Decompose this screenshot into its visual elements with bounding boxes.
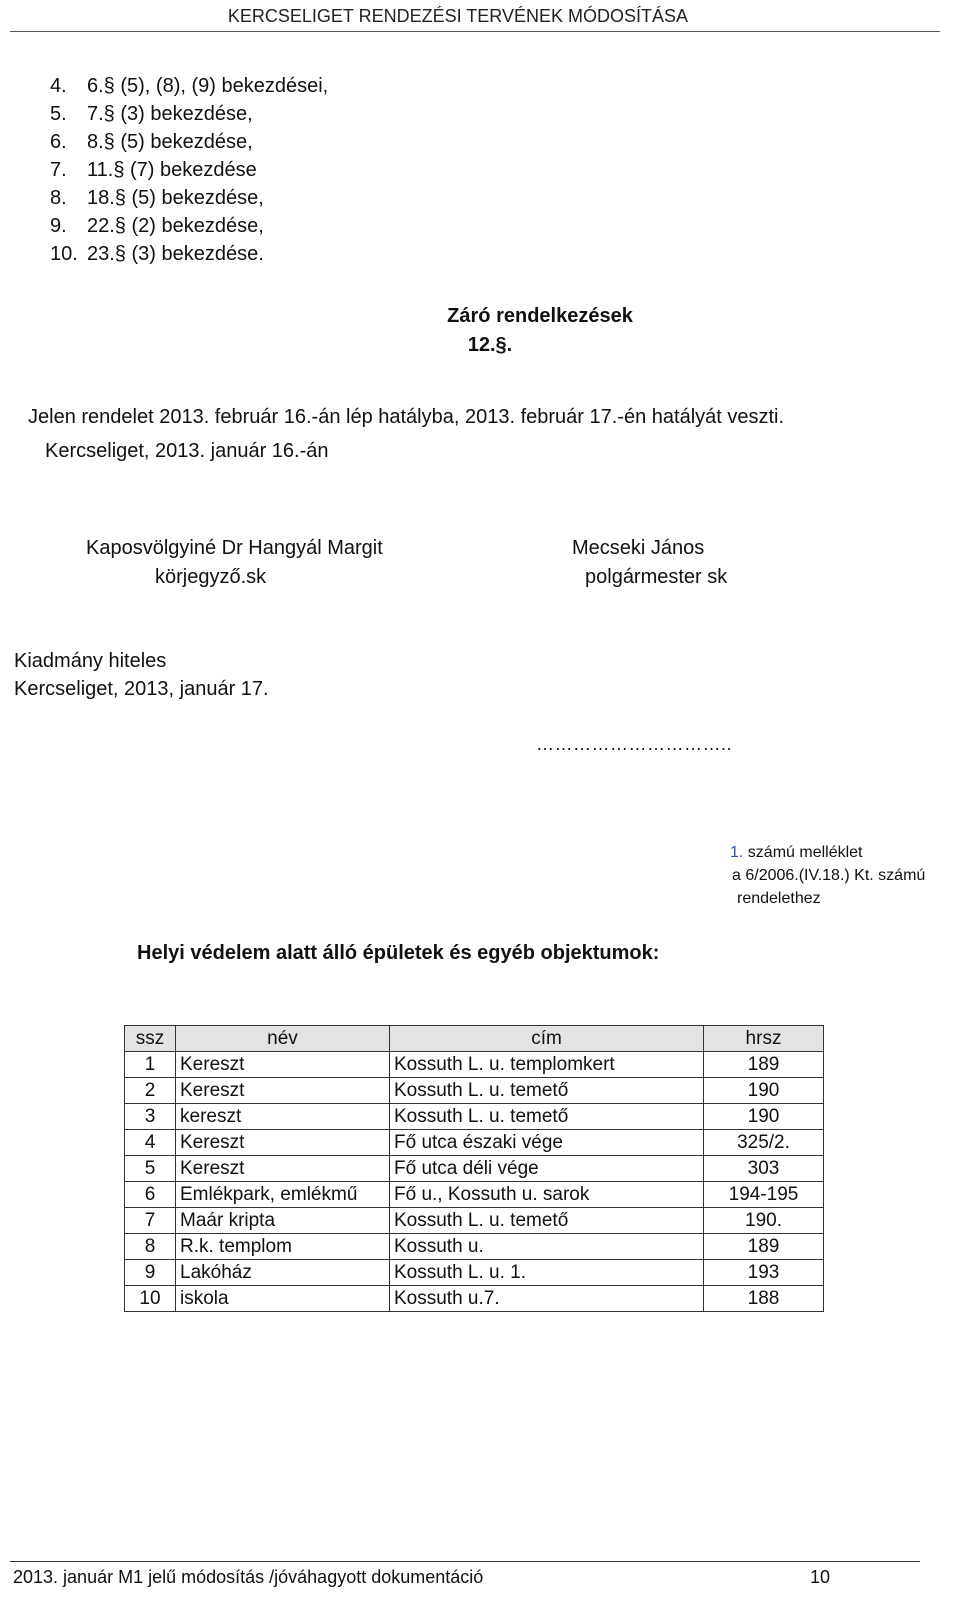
list-item-number: 6. [50, 131, 67, 153]
cell-hrsz: 189 [704, 1234, 824, 1260]
list-item-text: 6.§ (5), (8), (9) bekezdései, [87, 75, 329, 97]
signatory-notary-name: Kaposvölgyiné Dr Hangyál Margit [86, 537, 383, 559]
authentication-date: Kercseliget, 2013, január 17. [14, 678, 269, 700]
cell-ssz: 1 [125, 1052, 176, 1078]
cell-hrsz: 325/2. [704, 1130, 824, 1156]
list-item [50, 156, 328, 184]
closing-provisions-heading: Záró rendelkezések [447, 305, 633, 327]
table-row [125, 1130, 824, 1156]
cell-cim: Kossuth L. u. 1. [390, 1260, 704, 1286]
cell-hrsz: 189 [704, 1052, 824, 1078]
annex-reference-line-2: a 6/2006.(IV.18.) Kt. számú [732, 867, 926, 884]
signatory-mayor-name: Mecseki János [572, 537, 705, 559]
cell-hrsz: 190 [704, 1104, 824, 1130]
table-row [125, 1104, 824, 1130]
cell-hrsz: 193 [704, 1260, 824, 1286]
cell-ssz: 9 [125, 1260, 176, 1286]
signatory-mayor-title: polgármester sk [585, 566, 728, 588]
place-date-line: Kercseliget, 2013. január 16.-án [45, 440, 329, 462]
list-item-text: 23.§ (3) bekezdése. [87, 243, 264, 265]
cell-nev: Kereszt [176, 1052, 390, 1078]
table-row [125, 1208, 824, 1234]
table-row [125, 1234, 824, 1260]
cell-hrsz: 190 [704, 1078, 824, 1104]
cell-cim: Kossuth u. [390, 1234, 704, 1260]
cell-nev: Lakóház [176, 1260, 390, 1286]
list-item [50, 184, 328, 212]
list-item-text: 11.§ (7) bekezdése [87, 159, 257, 181]
annex-label: számú melléklet [743, 844, 863, 861]
amended-paragraphs-list [50, 72, 328, 268]
list-item [50, 72, 328, 100]
cell-nev: Kereszt [176, 1156, 390, 1182]
cell-ssz: 3 [125, 1104, 176, 1130]
cell-hrsz: 190. [704, 1208, 824, 1234]
cell-ssz: 2 [125, 1078, 176, 1104]
page-header-title: KERCSELIGET RENDEZÉSI TERVÉNEK MÓDOSÍTÁSA [227, 6, 688, 26]
list-item-text: 8.§ (5) bekezdése, [87, 131, 253, 153]
column-header-hrsz: hrsz [704, 1026, 824, 1052]
list-item-number: 5. [50, 103, 67, 125]
list-item-number: 7. [50, 159, 67, 181]
cell-hrsz: 303 [704, 1156, 824, 1182]
table-row [125, 1260, 824, 1286]
list-item-text: 18.§ (5) bekezdése, [87, 187, 264, 209]
protected-buildings-table [124, 1025, 824, 1312]
cell-cim: Fő u., Kossuth u. sarok [390, 1182, 704, 1208]
list-item-text: 22.§ (2) bekezdése, [87, 215, 264, 237]
cell-nev: iskola [176, 1286, 390, 1312]
column-header-ssz: ssz [125, 1026, 176, 1052]
closing-section-number: 12.§. [467, 334, 513, 356]
cell-cim: Kossuth L. u. temető [390, 1104, 704, 1130]
signature-dotted-line: ………………………….. [536, 734, 733, 754]
list-item-number: 8. [50, 187, 67, 209]
cell-nev: Kereszt [176, 1078, 390, 1104]
annex-reference-line-3: rendelethez [737, 890, 821, 907]
cell-cim: Kossuth L. u. temető [390, 1208, 704, 1234]
cell-cim: Kossuth L. u. temető [390, 1078, 704, 1104]
signatory-notary-title: körjegyző.sk [155, 566, 267, 588]
cell-ssz: 8 [125, 1234, 176, 1260]
cell-ssz: 7 [125, 1208, 176, 1234]
cell-cim: Fő utca északi vége [390, 1130, 704, 1156]
cell-hrsz: 188 [704, 1286, 824, 1312]
footer-document-info: 2013. január M1 jelű módosítás /jóváhagyott dokumentáció [13, 1567, 484, 1587]
list-item [50, 240, 328, 268]
footer-divider [10, 1561, 920, 1562]
table-row [125, 1156, 824, 1182]
cell-ssz: 10 [125, 1286, 176, 1312]
authentication-line: Kiadmány hiteles [14, 650, 167, 672]
table-row [125, 1052, 824, 1078]
list-item-number: 4. [50, 75, 67, 97]
column-header-nev: név [176, 1026, 390, 1052]
list-item [50, 212, 328, 240]
table-header-row [125, 1026, 824, 1052]
protected-buildings-title: Helyi védelem alatt álló épületek és egyéb objektumok: [137, 942, 660, 964]
cell-cim: Fő utca déli vége [390, 1156, 704, 1182]
cell-nev: R.k. templom [176, 1234, 390, 1260]
list-item [50, 128, 328, 156]
cell-ssz: 4 [125, 1130, 176, 1156]
table-row [125, 1286, 824, 1312]
cell-hrsz: 194-195 [704, 1182, 824, 1208]
list-item-number: 10. [50, 243, 78, 265]
cell-ssz: 6 [125, 1182, 176, 1208]
list-item-number: 9. [50, 215, 67, 237]
cell-nev: kereszt [176, 1104, 390, 1130]
cell-cim: Kossuth L. u. templomkert [390, 1052, 704, 1078]
header-divider [10, 31, 940, 32]
cell-nev: Kereszt [176, 1130, 390, 1156]
table-row [125, 1078, 824, 1104]
column-header-cim: cím [390, 1026, 704, 1052]
list-item [50, 100, 328, 128]
list-item-text: 7.§ (3) bekezdése, [87, 103, 253, 125]
cell-ssz: 5 [125, 1156, 176, 1182]
cell-cim: Kossuth u.7. [390, 1286, 704, 1312]
table-row [125, 1182, 824, 1208]
annex-number: 1. [730, 844, 744, 861]
annex-reference-line-1 [730, 844, 863, 862]
effective-date-paragraph: Jelen rendelet 2013. február 16.-án lép hatályba, 2013. február 17.-én hatályát veszti. [28, 406, 785, 428]
page-number: 10 [810, 1567, 831, 1587]
cell-nev: Emlékpark, emlékmű [176, 1182, 390, 1208]
cell-nev: Maár kripta [176, 1208, 390, 1234]
